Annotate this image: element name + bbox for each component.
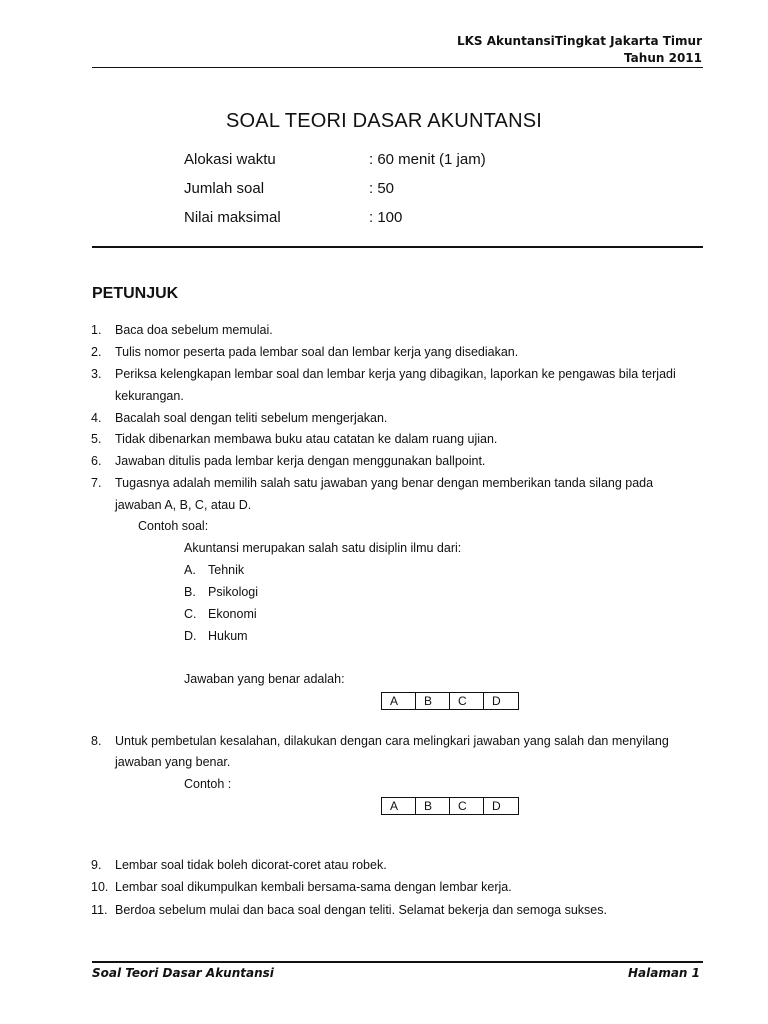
instruction-num: 1.	[91, 323, 102, 337]
instruction-num: 7.	[91, 476, 102, 490]
header-line-2: Tahun 2011	[624, 51, 702, 65]
choice-cell: B	[416, 693, 450, 709]
instruction-num: 8.	[91, 734, 102, 748]
meta-label-time: Alokasi waktu	[184, 151, 276, 168]
instruction-text: Periksa kelengkapan lembar soal dan lembar kerja yang dibagikan, laporkan ke pengawas bila terjadi	[115, 367, 676, 381]
footer-left: Soal Teori Dasar Akuntansi	[92, 966, 274, 980]
header-rule	[92, 67, 703, 68]
instruction-text: Jawaban ditulis pada lembar kerja dengan menggunakan ballpoint.	[115, 454, 486, 468]
instruction-num: 5.	[91, 432, 102, 446]
example-question: Akuntansi merupakan salah satu disiplin ilmu dari:	[184, 541, 462, 555]
choice-cell: A	[382, 798, 416, 814]
choice-cell: B	[416, 798, 450, 814]
choice-cell: A	[382, 693, 416, 709]
instruction-text: Tugasnya adalah memilih salah satu jawaban yang benar dengan memberikan tanda silang pada	[115, 476, 654, 490]
instruction-text: Tulis nomor peserta pada lembar soal dan lembar kerja yang disediakan.	[115, 345, 519, 359]
option-text: Hukum	[208, 629, 248, 643]
option-letter: D.	[184, 629, 197, 643]
option-letter: A.	[184, 563, 196, 577]
instruction-text: Bacalah soal dengan teliti sebelum mengerjakan.	[115, 411, 388, 425]
option-text: Tehnik	[208, 563, 245, 577]
instruction-text: Untuk pembetulan kesalahan, dilakukan dengan cara melingkari jawaban yang salah dan menyilang	[115, 734, 669, 748]
meta-rule	[92, 246, 703, 248]
instruction-num: 4.	[91, 411, 102, 425]
footer-rule	[92, 961, 703, 963]
choice-cell: D	[492, 694, 501, 708]
instruction-text-cont: jawaban A, B, C, atau D.	[115, 498, 252, 512]
option-text: Psikologi	[208, 585, 259, 599]
choice-cell: D	[492, 799, 501, 813]
instruction-num: 6.	[91, 454, 102, 468]
option-letter: C.	[184, 607, 197, 621]
instruction-text: Baca doa sebelum memulai.	[115, 323, 273, 337]
meta-value-max: : 100	[369, 209, 403, 226]
meta-label-count: Jumlah soal	[184, 180, 265, 197]
meta-value-count: : 50	[369, 180, 395, 197]
header-line-1: LKS AkuntansiTingkat Jakarta Timur	[456, 34, 702, 48]
option-letter: B.	[184, 585, 196, 599]
instruction-text-cont: jawaban yang benar.	[115, 755, 231, 769]
instruction-num: 9.	[91, 858, 102, 872]
choice-cell: C	[450, 798, 484, 814]
choice-cell: C	[450, 693, 484, 709]
instruction-text: Lembar soal dikumpulkan kembali bersama-sama dengan lembar kerja.	[115, 880, 512, 894]
section-title: PETUNJUK	[92, 285, 179, 302]
instruction-text-cont: kekurangan.	[115, 389, 184, 403]
answer-choice-box	[381, 692, 519, 710]
meta-value-time: : 60 menit (1 jam)	[369, 151, 486, 168]
instruction-num: 11.	[91, 903, 108, 917]
example-label: Contoh soal:	[138, 519, 209, 533]
instruction-num: 2.	[91, 345, 102, 359]
document-title: SOAL TEORI DASAR AKUNTANSI	[225, 110, 543, 132]
instruction-text: Berdoa sebelum mulai dan baca soal dengan teliti. Selamat bekerja dan semoga sukses.	[115, 903, 607, 917]
instruction-num: 10.	[91, 880, 109, 894]
correction-example-label: Contoh :	[184, 777, 232, 791]
instruction-text: Lembar soal tidak boleh dicorat-coret atau robek.	[115, 858, 387, 872]
correction-choice-box	[381, 797, 519, 815]
footer-right: Halaman 1	[627, 966, 700, 980]
instruction-num: 3.	[91, 367, 102, 381]
answer-label: Jawaban yang benar adalah:	[184, 672, 345, 686]
meta-label-max: Nilai maksimal	[184, 209, 281, 226]
instruction-text: Tidak dibenarkan membawa buku atau catatan ke dalam ruang ujian.	[115, 432, 498, 446]
option-text: Ekonomi	[208, 607, 257, 621]
